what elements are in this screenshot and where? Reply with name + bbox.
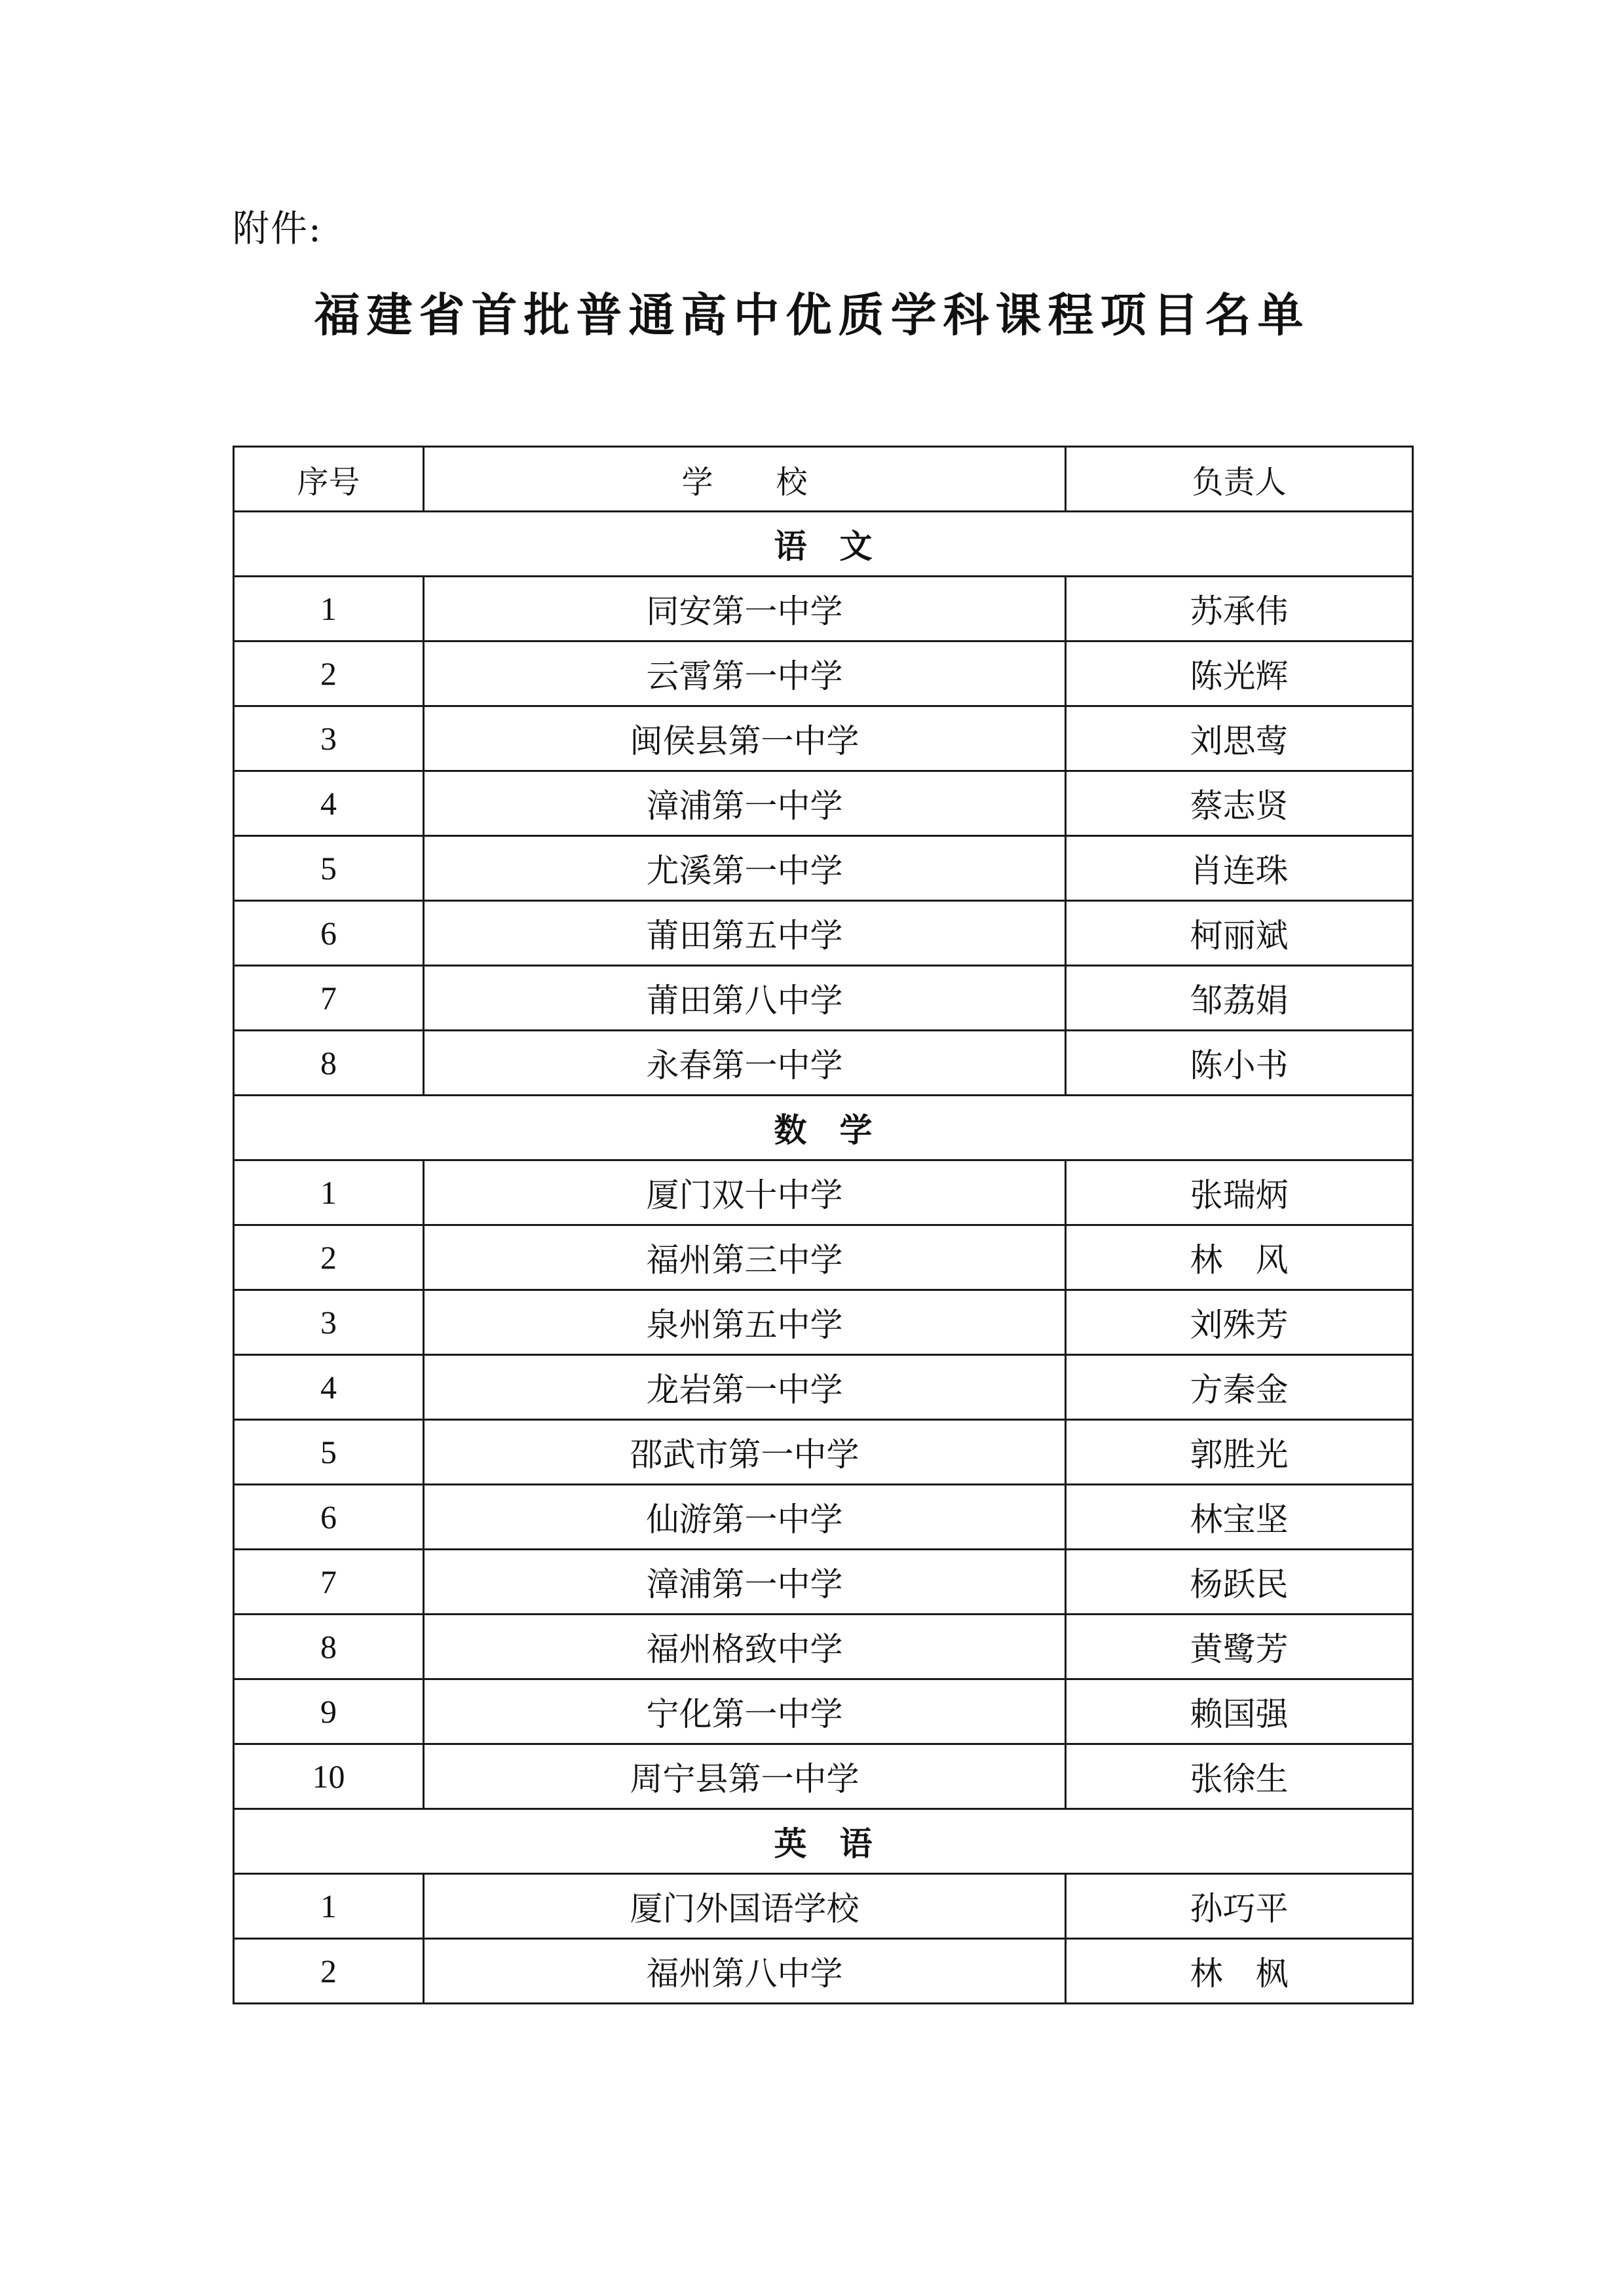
- row-number-cell: 6: [234, 1485, 424, 1550]
- school-cell: 尤溪第一中学: [424, 836, 1066, 901]
- school-cell: 邵武市第一中学: [424, 1420, 1066, 1485]
- person-cell: 柯丽斌: [1066, 901, 1413, 966]
- school-cell: 龙岩第一中学: [424, 1355, 1066, 1420]
- person-cell: 刘殊芳: [1066, 1290, 1413, 1355]
- row-number-cell: 4: [234, 771, 424, 836]
- column-header-person: 负责人: [1066, 447, 1413, 512]
- attachment-label: 附件:: [233, 208, 322, 250]
- school-cell: 仙游第一中学: [424, 1485, 1066, 1550]
- row-number-cell: 2: [234, 641, 424, 706]
- row-number-cell: 3: [234, 706, 424, 771]
- row-number-cell: 5: [234, 1420, 424, 1485]
- row-number-cell: 8: [234, 1031, 424, 1096]
- school-cell: 莆田第八中学: [424, 966, 1066, 1031]
- table-row: [234, 1485, 1413, 1550]
- table-row: [234, 1225, 1413, 1290]
- table-body: [234, 512, 1413, 2004]
- row-number-cell: 1: [234, 1874, 424, 1939]
- document-title: 福建省首批普通高中优质学科课程项目名单: [314, 288, 1310, 342]
- school-cell: 福州第八中学: [424, 1939, 1066, 2004]
- row-number-cell: 8: [234, 1615, 424, 1679]
- person-cell: 陈光辉: [1066, 641, 1413, 706]
- person-cell: 杨跃民: [1066, 1550, 1413, 1615]
- section-heading: 英 语: [234, 1809, 1413, 1874]
- school-cell: 泉州第五中学: [424, 1290, 1066, 1355]
- person-cell: 苏承伟: [1066, 577, 1413, 641]
- table-row: [234, 966, 1413, 1031]
- person-cell: 郭胜光: [1066, 1420, 1413, 1485]
- school-cell: 云霄第一中学: [424, 641, 1066, 706]
- table-row: [234, 1744, 1413, 1809]
- row-number-cell: 3: [234, 1290, 424, 1355]
- table-row: [234, 1550, 1413, 1615]
- person-cell: 张徐生: [1066, 1744, 1413, 1809]
- table-row: [234, 706, 1413, 771]
- table-row: [234, 771, 1413, 836]
- row-number-cell: 1: [234, 1160, 424, 1225]
- person-cell: 林宝坚: [1066, 1485, 1413, 1550]
- school-cell: 莆田第五中学: [424, 901, 1066, 966]
- table-row: [234, 836, 1413, 901]
- row-number-cell: 2: [234, 1225, 424, 1290]
- school-cell: 厦门双十中学: [424, 1160, 1066, 1225]
- row-number-cell: 9: [234, 1679, 424, 1744]
- school-cell: 同安第一中学: [424, 577, 1066, 641]
- row-number-cell: 4: [234, 1355, 424, 1420]
- row-number-cell: 6: [234, 901, 424, 966]
- school-cell: 周宁县第一中学: [424, 1744, 1066, 1809]
- table-row: [234, 1160, 1413, 1225]
- person-cell: 肖连珠: [1066, 836, 1413, 901]
- school-cell: 漳浦第一中学: [424, 771, 1066, 836]
- table-row: [234, 1679, 1413, 1744]
- table-row: [234, 1290, 1413, 1355]
- row-number-cell: 7: [234, 966, 424, 1031]
- column-header-no: 序号: [234, 447, 424, 512]
- table-row: [234, 901, 1413, 966]
- person-cell: 蔡志贤: [1066, 771, 1413, 836]
- table-row: [234, 1939, 1413, 2004]
- section-row: [234, 1096, 1413, 1160]
- person-cell: 刘思莺: [1066, 706, 1413, 771]
- table-row: [234, 1615, 1413, 1679]
- project-roster-table: [233, 446, 1414, 2004]
- school-cell: 闽侯县第一中学: [424, 706, 1066, 771]
- person-cell: 陈小书: [1066, 1031, 1413, 1096]
- table-row: [234, 1031, 1413, 1096]
- person-cell: 邹荔娟: [1066, 966, 1413, 1031]
- person-cell: 张瑞炳: [1066, 1160, 1413, 1225]
- school-cell: 厦门外国语学校: [424, 1874, 1066, 1939]
- row-number-cell: 10: [234, 1744, 424, 1809]
- school-cell: 漳浦第一中学: [424, 1550, 1066, 1615]
- section-heading: 语 文: [234, 512, 1413, 577]
- section-heading: 数 学: [234, 1096, 1413, 1160]
- table-row: [234, 577, 1413, 641]
- row-number-cell: 1: [234, 577, 424, 641]
- column-header-school: 学 校: [424, 447, 1066, 512]
- person-cell: 林 风: [1066, 1225, 1413, 1290]
- person-cell: 孙巧平: [1066, 1874, 1413, 1939]
- table-row: [234, 1874, 1413, 1939]
- row-number-cell: 2: [234, 1939, 424, 2004]
- table-header-row: [234, 447, 1413, 512]
- school-cell: 永春第一中学: [424, 1031, 1066, 1096]
- person-cell: 赖国强: [1066, 1679, 1413, 1744]
- table-row: [234, 641, 1413, 706]
- section-row: [234, 1809, 1413, 1874]
- school-cell: 福州第三中学: [424, 1225, 1066, 1290]
- person-cell: 方秦金: [1066, 1355, 1413, 1420]
- row-number-cell: 5: [234, 836, 424, 901]
- table-row: [234, 1420, 1413, 1485]
- school-cell: 宁化第一中学: [424, 1679, 1066, 1744]
- person-cell: 林 枫: [1066, 1939, 1413, 2004]
- row-number-cell: 7: [234, 1550, 424, 1615]
- section-row: [234, 512, 1413, 577]
- table-row: [234, 1355, 1413, 1420]
- person-cell: 黄鹭芳: [1066, 1615, 1413, 1679]
- school-cell: 福州格致中学: [424, 1615, 1066, 1679]
